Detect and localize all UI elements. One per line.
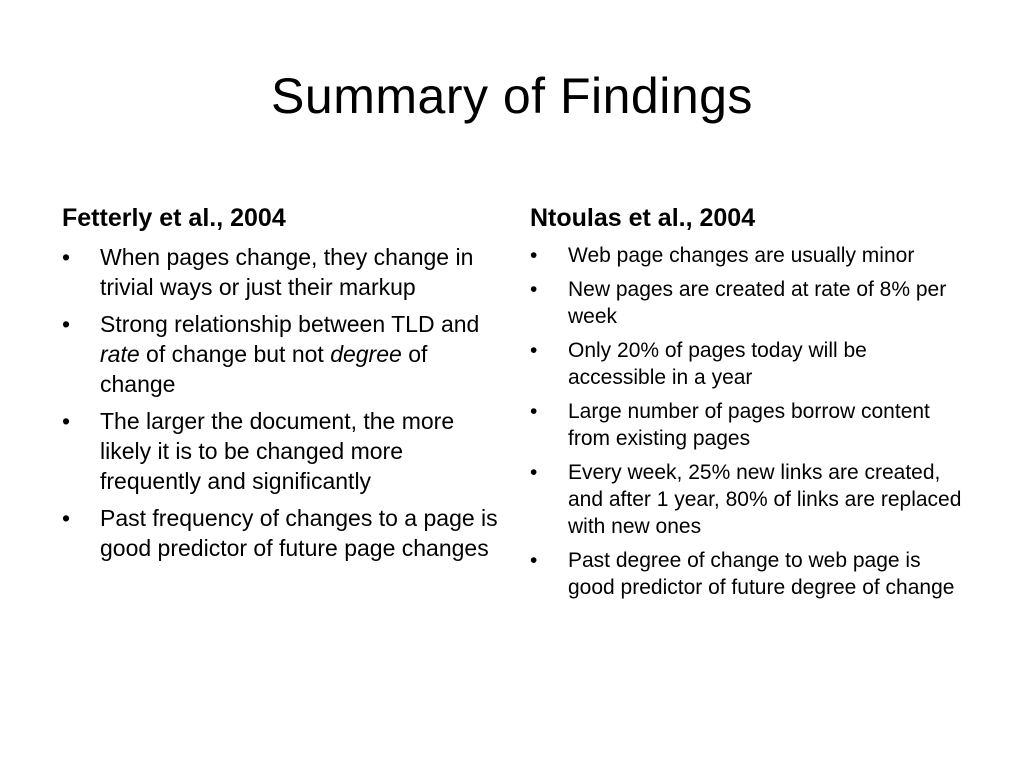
- list-item-text: Every week, 25% new links are created, and after 1 year, 80% of links are replaced with new ones: [568, 461, 962, 538]
- list-item: [62, 503, 502, 563]
- bullet-icon: •: [62, 408, 71, 434]
- list-item: [530, 398, 970, 452]
- list-item: [530, 547, 970, 601]
- list-item: [530, 242, 970, 269]
- bullet-icon: •: [530, 278, 538, 301]
- list-item: [530, 459, 970, 540]
- list-item-text: Web page changes are usually minor: [568, 244, 915, 267]
- list-item-text: Past degree of change to web page is good predictor of future degree of change: [568, 549, 955, 599]
- slide-title: Summary of Findings: [271, 68, 753, 124]
- list-item-text: The larger the document, the more likely it is to be changed more frequently and significantly: [100, 408, 455, 494]
- list-item-text-part: of change but not: [139, 341, 331, 367]
- list-item-text: [100, 311, 479, 397]
- bullet-icon: •: [62, 505, 71, 531]
- left-bullet-list: [62, 242, 502, 563]
- list-item-text: Only 20% of pages today will be accessible in a year: [568, 339, 867, 389]
- bullet-icon: •: [530, 549, 538, 572]
- list-item-text: New pages are created at rate of 8% per week: [568, 278, 947, 328]
- right-bullet-list: [530, 242, 970, 601]
- bullet-icon: •: [530, 400, 538, 423]
- bullet-icon: •: [530, 461, 538, 484]
- list-item: [530, 276, 970, 330]
- left-column-heading: Fetterly et al., 2004: [62, 204, 286, 232]
- right-column-heading: Ntoulas et al., 2004: [530, 204, 756, 232]
- list-item-text-part: Strong relationship between TLD and: [100, 311, 480, 337]
- list-item-text: When pages change, they change in trivial ways or just their markup: [100, 244, 474, 300]
- list-item-text: Past frequency of changes to a page is good predictor of future page changes: [100, 505, 498, 561]
- bullet-icon: •: [62, 244, 71, 270]
- bullet-icon: •: [530, 339, 538, 362]
- left-column: [62, 198, 502, 570]
- list-item-emphasis-degree: degree: [330, 341, 402, 367]
- list-item-emphasis-rate: rate: [100, 341, 140, 367]
- list-item: [62, 242, 502, 302]
- bullet-icon: •: [62, 311, 71, 337]
- list-item: [62, 309, 502, 399]
- bullet-icon: •: [530, 244, 538, 267]
- list-item: [530, 337, 970, 391]
- list-item-text-part: of change: [100, 341, 428, 397]
- list-item: [62, 406, 502, 496]
- list-item-text: Large number of pages borrow content from existing pages: [568, 400, 930, 450]
- right-column: [530, 198, 970, 608]
